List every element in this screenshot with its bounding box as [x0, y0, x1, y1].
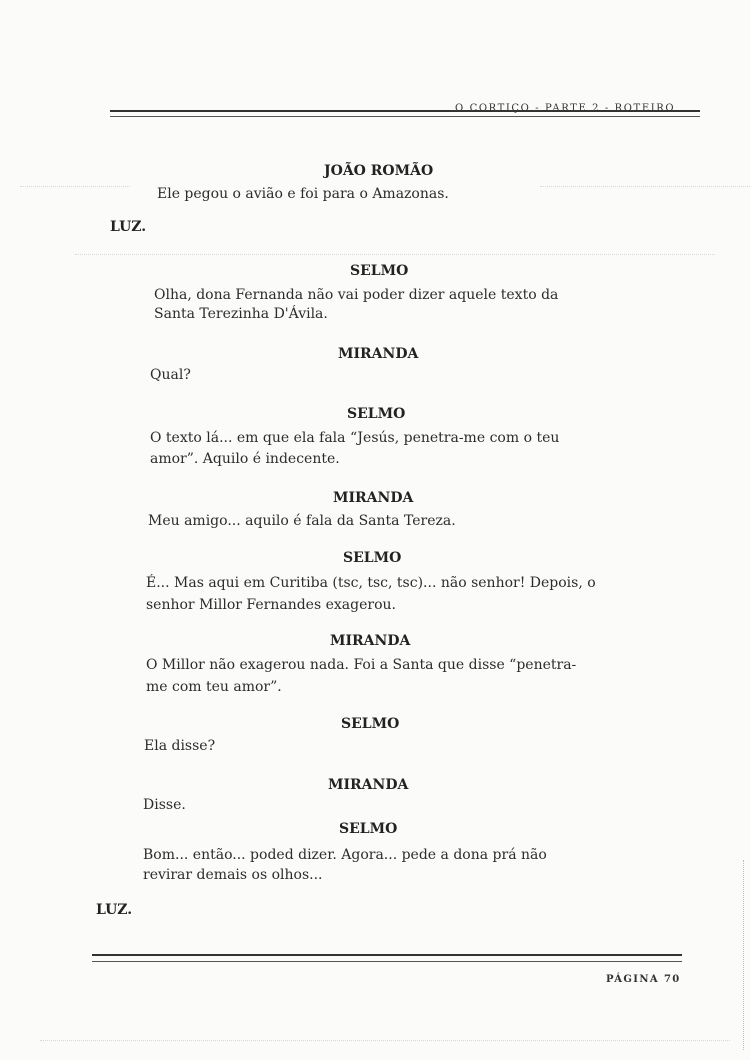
speaker-name: MIRANDA	[333, 490, 414, 506]
dialogue-line: É... Mas aqui em Curitiba (tsc, tsc, tsc)... não senhor! Depois, o	[146, 575, 596, 591]
speaker-name: SELMO	[343, 550, 402, 566]
speaker-name: JOÃO ROMÃO	[324, 163, 434, 179]
dialogue-line: Meu amigo... aquilo é fala da Santa Tereza.	[148, 513, 456, 529]
dialogue-line: Disse.	[143, 797, 186, 813]
scan-artifact	[75, 254, 715, 255]
speaker-name: SELMO	[347, 406, 406, 422]
page-number: PÁGINA 70	[606, 974, 681, 985]
speaker-name: SELMO	[350, 263, 409, 279]
dialogue-line: O Millor não exagerou nada. Foi a Santa que disse “penetra-	[146, 657, 577, 673]
scan-artifact	[540, 186, 750, 187]
header-rule-top	[110, 110, 700, 112]
header-rule-bottom	[110, 116, 700, 117]
speaker-name: MIRANDA	[338, 346, 419, 362]
speaker-name: SELMO	[339, 821, 398, 837]
dialogue-line: Bom... então... poded dizer. Agora... pede a dona prá não	[143, 847, 547, 863]
dialogue-line: Ele pegou o avião e foi para o Amazonas.	[157, 186, 449, 202]
dialogue-line: me com teu amor”.	[146, 679, 282, 695]
stage-direction: LUZ.	[96, 902, 133, 918]
scan-artifact	[20, 186, 130, 187]
dialogue-line: Olha, dona Fernanda não vai poder dizer aquele texto da	[154, 287, 559, 303]
speaker-name: SELMO	[341, 716, 400, 732]
dialogue-line: Qual?	[150, 367, 191, 383]
dialogue-line: amor”. Aquilo é indecente.	[150, 451, 340, 467]
footer-rule-top	[92, 954, 682, 956]
dialogue-line: revirar demais os olhos...	[143, 867, 323, 883]
dialogue-line: Ela disse?	[144, 738, 216, 754]
footer-rule-bottom	[92, 961, 682, 962]
scan-artifact	[40, 1040, 730, 1041]
running-header: O CORTIÇO - PARTE 2 - ROTEIRO	[455, 103, 676, 114]
stage-direction: LUZ.	[110, 219, 147, 235]
speaker-name: MIRANDA	[330, 633, 411, 649]
dialogue-line: O texto lá... em que ela fala “Jesús, penetra-me com o teu	[150, 430, 560, 446]
speaker-name: MIRANDA	[328, 777, 409, 793]
dialogue-line: senhor Millor Fernandes exagerou.	[146, 597, 396, 613]
scan-artifact	[743, 860, 744, 1050]
dialogue-line: Santa Terezinha D'Ávila.	[154, 306, 328, 322]
